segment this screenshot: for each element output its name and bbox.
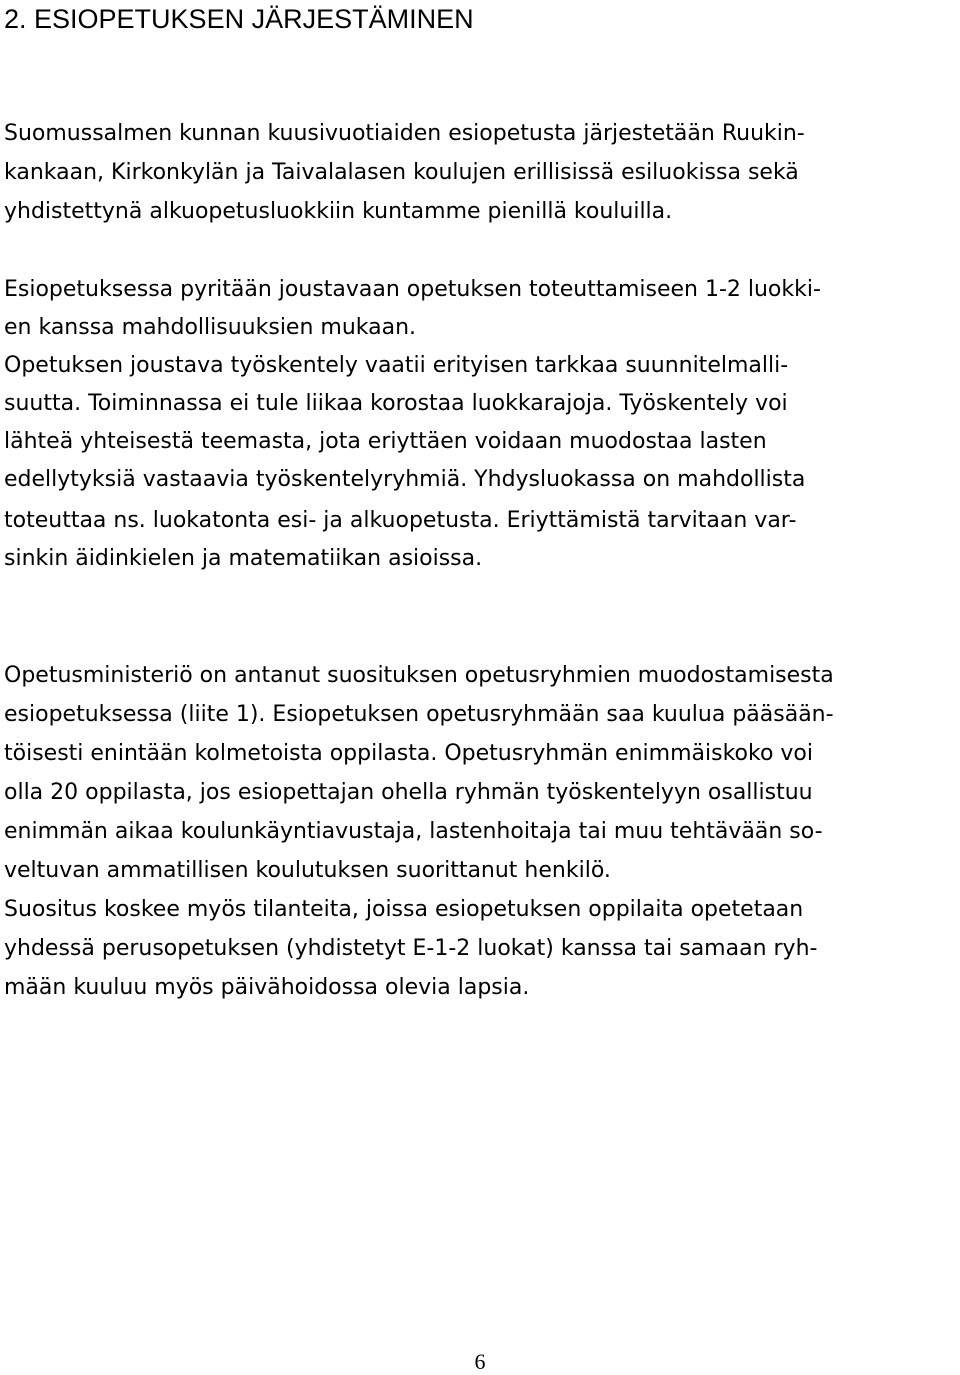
text-line: kankaan, Kirkonkylän ja Taivalalasen koulujen erillisissä esiluokissa sekä [4, 160, 799, 185]
text-line: esiopetuksessa (liite 1). Esiopetuksen opetusryhmään saa kuulua pääsään- [4, 702, 834, 727]
text-line: Suositus koskee myös tilanteita, joissa esiopetuksen oppilaita opetetaan [4, 897, 804, 922]
text-line: Opetuksen joustava työskentely vaatii erityisen tarkkaa suunnitelmalli- [4, 353, 789, 378]
text-line: mään kuuluu myös päivähoidossa olevia lapsia. [4, 975, 530, 1000]
text-line: en kanssa mahdollisuuksien mukaan. [4, 315, 417, 340]
page-number: 6 [474, 1349, 486, 1374]
text-line: Esiopetuksessa pyritään joustavaan opetuksen toteuttamiseen 1-2 luokki- [4, 277, 821, 302]
text-line: yhdistettynä alkuopetusluokkiin kuntamme pienillä kouluilla. [4, 199, 673, 224]
text-line: toteuttaa ns. luokatonta esi- ja alkuopetusta. Eriyttämistä tarvitaan var- [4, 508, 797, 533]
text-line: Suomussalmen kunnan kuusivuotiaiden esiopetusta järjestetään Ruukin- [4, 121, 805, 146]
text-line: lähteä yhteisestä teemasta, jota eriyttäen voidaan muodostaa lasten [4, 429, 767, 454]
text-line: olla 20 oppilasta, jos esiopettajan ohella ryhmän työskentelyyn osallistuu [4, 780, 813, 805]
text-line: veltuvan ammatillisen koulutuksen suorittanut henkilö. [4, 858, 611, 883]
text-line: suutta. Toiminnassa ei tule liikaa korostaa luokkarajoja. Työskentely voi [4, 391, 788, 416]
section-heading: 2. ESIOPETUKSEN JÄRJESTÄMINEN [4, 4, 474, 34]
text-line: enimmän aikaa koulunkäyntiavustaja, lastenhoitaja tai muu tehtävään so- [4, 819, 823, 844]
text-line: Opetusministeriö on antanut suosituksen opetusryhmien muodostamisesta [4, 663, 834, 688]
text-line: töisesti enintään kolmetoista oppilasta. Opetusryhmän enimmäiskoko voi [4, 741, 813, 766]
text-line: sinkin äidinkielen ja matematiikan asioissa. [4, 546, 483, 571]
text-line: yhdessä perusopetuksen (yhdistetyt E-1-2 luokat) kanssa tai samaan ryh- [4, 936, 818, 961]
text-line: edellytyksiä vastaavia työskentelyryhmiä. Yhdysluokassa on mahdollista [4, 467, 806, 492]
